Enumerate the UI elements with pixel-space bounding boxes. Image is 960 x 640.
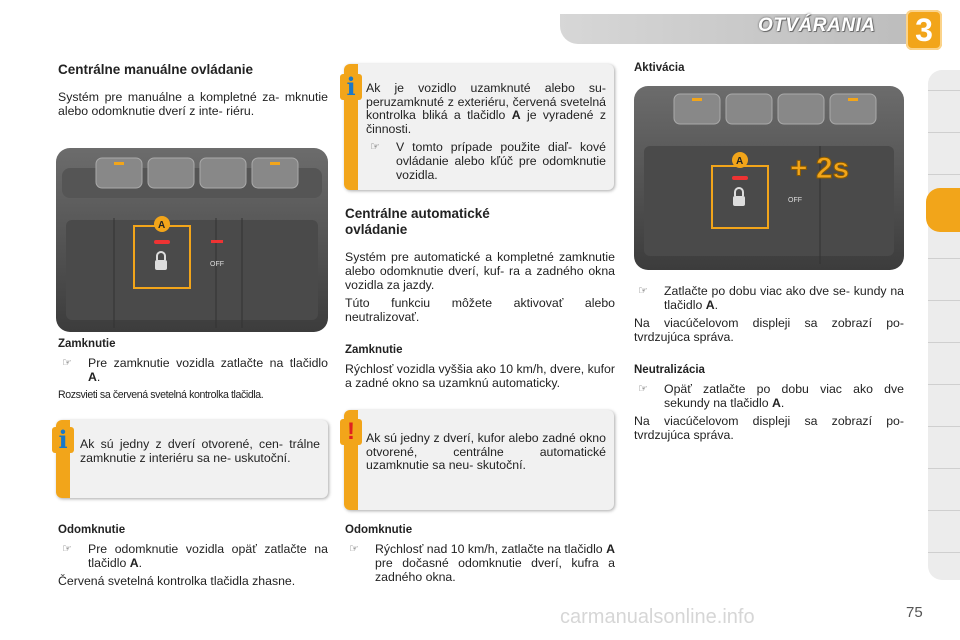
dashboard-button-figure-1 [56,148,328,332]
pointing-hand-icon: ☞ [370,140,380,153]
automatic-control-intro2: Túto funkciu môžete aktivovať alebo neutralizovať. [345,296,615,324]
page-title: OTVÁRANIA [758,15,876,36]
callout-a-label: A [158,220,166,231]
manual-control-heading: Centrálne manuálne ovládanie [58,62,254,77]
info-icon: i [52,427,74,453]
off-label: OFF [210,261,224,268]
chapter-tabs [928,70,960,580]
manual-control-intro: Systém pre manuálne a kompletné za- mknutie alebo odomknutie dverí z inte- riéru. [58,90,328,118]
warning-icon: ! [340,419,362,445]
unlock-heading: Odomknutie [58,524,126,536]
pointing-hand-icon: ☞ [349,542,359,555]
activation-heading: Aktivácia [634,62,685,74]
automatic-control-intro: Systém pre automatické a kompletné zamknutie alebo odomknutie dverí, kuf- ra a zadného okna vozidla za jazdy. [345,250,615,292]
lock-note: Rozsvieti sa červená svetelná kontrolka tlačidla. [58,389,264,401]
watermark: carmanualsonline.info [560,606,755,628]
neutralization-instruction: ☞ Opäť zatlačte po dobu viac ako dve sekundy na tlačidlo A. [634,382,904,410]
dashboard-button-figure-2 [634,86,904,270]
neutralization-heading: Neutralizácia [634,364,705,376]
activation-instruction: ☞ Zatlačte po dobu viac ako dve se- kundy na tlačidlo A. [634,284,904,312]
pointing-hand-icon: ☞ [638,284,648,297]
pointing-hand-icon: ☞ [62,542,72,555]
unlock-instruction: ☞ Pre odomknutie vozidla opäť zatlačte na tlačidlo A. [58,542,328,570]
info-box-doors-open: Ak sú jedny z dverí otvorené, cen- trálne zamknutie z interiéru sa ne- uskutoční. [56,420,328,498]
auto-lock-heading: Zamknutie [345,344,403,356]
lock-instruction: ☞ Pre zamknutie vozidla zatlačte na tlačidlo A. [58,356,328,384]
unlock-note: Červená svetelná kontrolka tlačidla zhasne. [58,574,296,588]
auto-lock-text: Rýchlosť vozidla vyššia ako 10 km/h, dvere, kufor a zadné okno sa uzamknú automaticky. [345,362,615,390]
lock-heading: Zamknutie [58,338,116,350]
neutralization-note: Na viacúčelovom displeji sa zobrazí po- tvrdzujúca správa. [634,414,904,442]
active-chapter-tab[interactable] [926,188,960,232]
page-number: 75 [906,604,923,621]
chapter-number: 3 [906,10,942,50]
warning-box-doors-open: Ak sú jedny z dverí, kufor alebo zadné okno otvorené, centrálne automatické uzamknutie sa neu- skutoční. [344,410,614,510]
auto-unlock-instruction: ☞ Rýchlosť nad 10 km/h, zatlačte na tlačidlo A pre dočasné odomknutie dverí, kufra a zadného okna. [345,542,615,584]
info-box-superlock: Ak je vozidlo uzamknuté alebo su- peruzamknuté z exteriéru, červená svetelná kontrolka bliká a tlačidlo A je vyradené z činnosti. ☞ V tomto prípade použite diaľ- kové ovládanie alebo kľúč pre odomknutie vozidla. [344,64,614,190]
pointing-hand-icon: ☞ [638,382,648,395]
callout-a-label: A [736,156,744,167]
activation-note: Na viacúčelovom displeji sa zobrazí po- tvrdzujúca správa. [634,316,904,344]
hold-duration-overlay: + 2s [790,152,850,185]
pointing-hand-icon: ☞ [62,356,72,369]
off-label: OFF [788,197,802,204]
automatic-control-heading: Centrálne automatické ovládanie [345,206,490,237]
info-icon: i [340,74,362,100]
auto-unlock-heading: Odomknutie [345,524,413,536]
